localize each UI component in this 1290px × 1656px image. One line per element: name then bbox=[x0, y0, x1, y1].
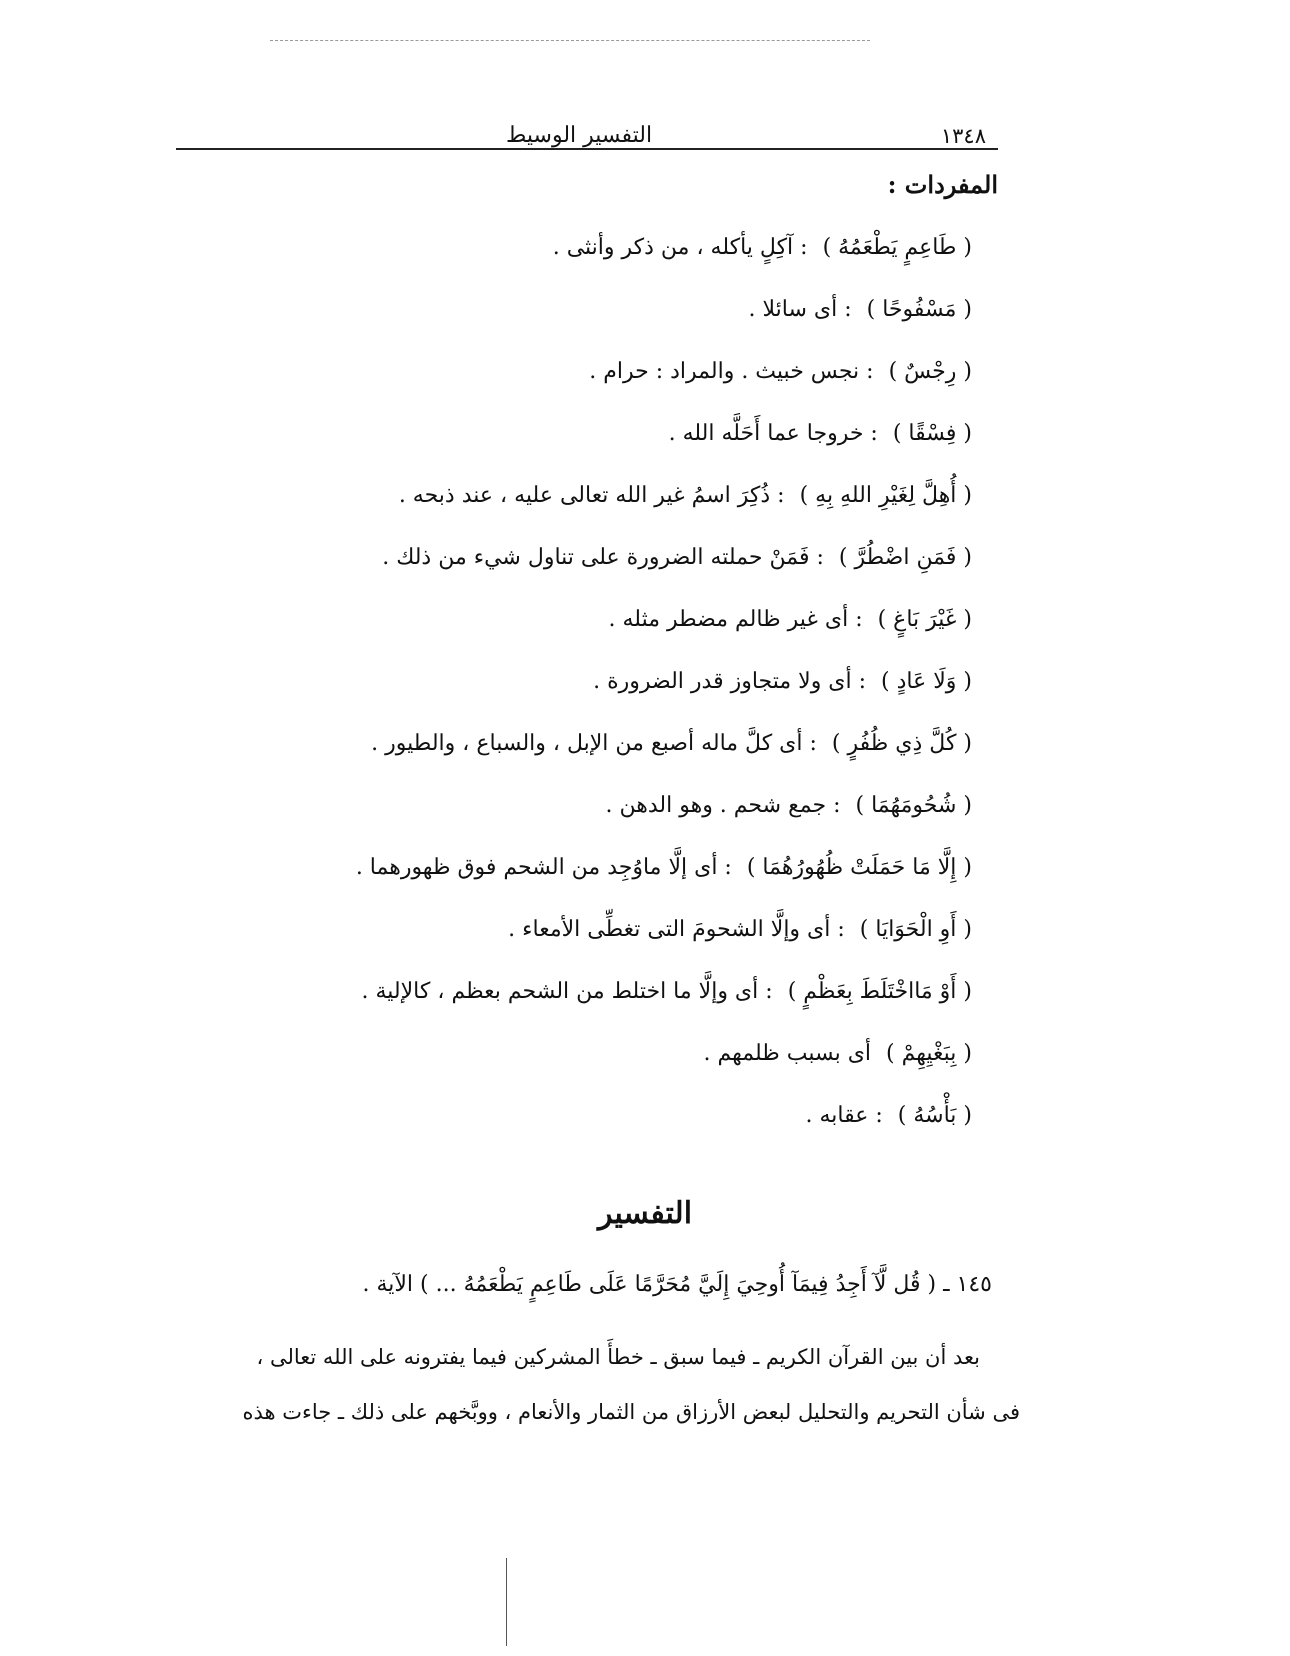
scan-artifact-line bbox=[506, 1558, 507, 1646]
top-scan-line bbox=[270, 40, 870, 41]
vocabulary-entry bbox=[252, 352, 972, 414]
vocab-definition: : نجس خبيث . والمراد : حرام . bbox=[589, 359, 874, 384]
vocabulary-entry bbox=[252, 972, 972, 1034]
vocab-definition: : أى وإلَّا الشحومَ التى تغطِّى الأمعاء . bbox=[508, 917, 845, 942]
vocab-term: ( أَوْ مَااخْتَلَطَ بِعَظْمٍ ) bbox=[787, 979, 972, 1004]
vocab-definition: : أى إلَّا ماوُجِد من الشحم فوق ظهورهما . bbox=[355, 855, 732, 880]
vocabulary-entry bbox=[252, 910, 972, 972]
vocabulary-heading: المفردات : bbox=[887, 170, 998, 199]
header-rule bbox=[176, 148, 998, 150]
vocabulary-entry bbox=[252, 538, 972, 600]
vocab-term: ( فِسْقًا ) bbox=[892, 421, 972, 446]
page-header bbox=[176, 108, 996, 148]
vocab-term: ( بَأْسُهُ ) bbox=[897, 1103, 972, 1128]
vocab-term: ( أُهِلَّ لِغَيْرِ اللهِ بِهِ ) bbox=[799, 483, 972, 508]
vocabulary-entry bbox=[252, 1034, 972, 1096]
vocabulary-entry bbox=[252, 228, 972, 290]
vocab-definition: : عقابه . bbox=[805, 1103, 883, 1128]
vocab-definition: : أى غير ظالم مضطر مثله . bbox=[608, 607, 863, 632]
vocabulary-entry bbox=[252, 662, 972, 724]
vocab-definition: : فَمَنْ حملته الضرورة على تناول شيء من ذلك . bbox=[382, 545, 824, 570]
running-title: التفسير الوسيط bbox=[506, 123, 653, 148]
vocabulary-entry bbox=[252, 848, 972, 910]
vocab-definition: أى بسبب ظلمهم . bbox=[703, 1041, 872, 1066]
vocab-definition: : جمع شحم . وهو الدهن . bbox=[605, 793, 841, 818]
vocab-term: ( وَلَا عَادٍ ) bbox=[881, 669, 972, 694]
vocabulary-entry bbox=[252, 414, 972, 476]
vocab-definition: : خروجا عما أَحَلَّه الله . bbox=[668, 421, 878, 446]
vocabulary-entry bbox=[252, 1096, 972, 1158]
vocabulary-entry bbox=[252, 600, 972, 662]
vocabulary-entry bbox=[252, 476, 972, 538]
vocabulary-entry bbox=[252, 290, 972, 352]
vocab-term: ( أَوِ الْحَوَايَا ) bbox=[859, 917, 972, 942]
vocab-definition: : ذُكِرَ اسمُ غير الله تعالى عليه ، عند ذبحه . bbox=[398, 483, 785, 508]
vocabulary-entry bbox=[252, 786, 972, 848]
vocab-term: ( إِلَّا مَا حَمَلَتْ ظُهُورُهُمَا ) bbox=[746, 855, 972, 880]
vocab-term: ( طَاعِمٍ يَطْعَمُهُ ) bbox=[822, 235, 972, 260]
vocab-term: ( غَيْرَ بَاغٍ ) bbox=[877, 607, 972, 632]
vocab-definition: : أى كلَّ ماله أصبع من الإبل ، والسباع ، والطيور . bbox=[371, 731, 817, 756]
vocabulary-list bbox=[252, 228, 972, 1158]
vocab-term: ( شُحُومَهُمَا ) bbox=[855, 793, 972, 818]
verse-reference: ١٤٥ ـ ( قُل لَّآ أَجِدُ فِيمَآ أُوحِيَ إِلَيَّ مُحَرَّمًا عَلَى طَاعِمٍ يَطْعَمُهُ ... ) الآية . bbox=[362, 1272, 992, 1297]
vocab-term: ( بِبَغْيِهِمْ ) bbox=[886, 1041, 972, 1066]
vocab-definition: : أى ولا متجاوز قدر الضرورة . bbox=[593, 669, 867, 694]
vocab-definition: : آكِلٍ يأكله ، من ذكر وأنثى . bbox=[552, 235, 808, 260]
tafsir-heading: التفسير bbox=[597, 1196, 693, 1231]
vocab-term: ( مَسْفُوحًا ) bbox=[866, 297, 972, 322]
vocabulary-entry bbox=[252, 724, 972, 786]
vocab-term: ( كُلَّ ذِي ظُفُرٍ ) bbox=[831, 731, 972, 756]
commentary-line: فى شأن التحريم والتحليل لبعض الأرزاق من الثمار والأنعام ، ووبَّخهم على ذلك ـ جاءت هذه bbox=[242, 1400, 1020, 1424]
vocab-definition: : أى سائلا . bbox=[748, 297, 852, 322]
vocab-definition: : أى وإلَّا ما اختلط من الشحم بعظم ، كالإلية . bbox=[361, 979, 773, 1004]
page-number: ١٣٤٨ bbox=[940, 124, 986, 148]
vocab-term: ( رِجْسٌ ) bbox=[888, 359, 972, 384]
commentary-line: بعد أن بين القرآن الكريم ـ فيما سبق ـ خطأَ المشركين فيما يفترونه على الله تعالى ، bbox=[256, 1345, 980, 1369]
vocab-term: ( فَمَنِ اضْطُرَّ ) bbox=[838, 545, 972, 570]
